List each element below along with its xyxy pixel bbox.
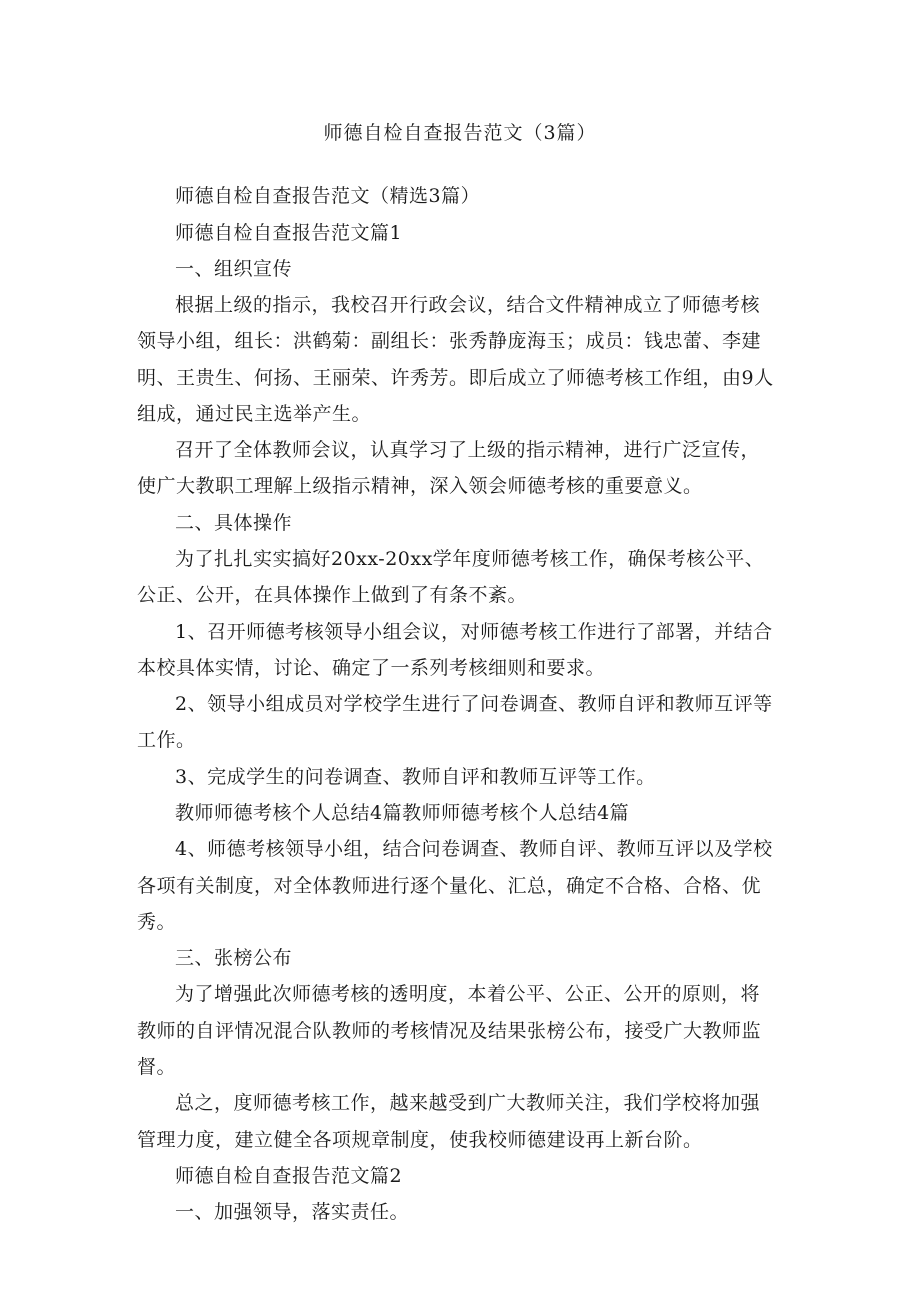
subtitle: 师德自检自查报告范文（精选3篇） [175,185,481,207]
paragraph-line: 公正、公开，在具体操作上做到了有条不紊。 [137,584,528,606]
paragraph-line: 为了扎扎实实搞好20xx-20xx学年度师德考核工作，确保考核公平、 [175,548,765,570]
related-link-text: 教师师德考核个人总结4篇教师师德考核个人总结4篇 [175,802,630,824]
list-item: 3、完成学生的问卷调查、教师自评和教师互评等工作。 [175,766,656,788]
paragraph-line: 根据上级的指示，我校召开行政会议，结合文件精神成立了师德考核 [175,294,761,316]
heading-publish: 三、张榜公布 [175,947,293,969]
paragraph-line: 本校具体实情，讨论、确定了一系列考核细则和要求。 [137,657,606,679]
list-item: 1、召开师德考核领导小组会议，对师德考核工作进行了部署，并结合 [175,621,773,643]
paragraph-line: 教师的自评情况混合队教师的考核情况及结果张榜公布，接受广大教师监 [137,1020,762,1042]
heading-organization: 一、组织宣传 [175,258,293,280]
paragraph-line: 为了增强此次师德考核的透明度，本着公平、公正、公开的原则，将 [175,983,761,1005]
paragraph-line: 督。 [137,1056,177,1078]
paragraph-line: 明、王贵生、何扬、王丽荣、许秀芳。即后成立了师德考核工作组，由9人 [137,367,774,389]
heading-operation: 二、具体操作 [175,512,293,534]
paragraph-line: 总之，度师德考核工作，越来越受到广大教师关注，我们学校将加强 [175,1092,761,1114]
paragraph-line: 领导小组，组长：洪鹤菊：副组长：张秀静庞海玉；成员：钱忠蕾、李建 [137,330,762,352]
section-heading-1: 师德自检自查报告范文篇1 [175,222,403,244]
paragraph-line: 工作。 [137,729,196,751]
list-item: 2、领导小组成员对学校学生进行了问卷调查、教师自评和教师互评等 [175,693,773,715]
paragraph-line: 管理力度，建立健全各项规章制度，使我校师德建设再上新台阶。 [137,1129,703,1151]
section-heading-2: 师德自检自查报告范文篇2 [175,1165,403,1187]
paragraph-line: 组成，通过民主选举产生。 [137,403,372,425]
list-item: 4、师德考核领导小组，结合问卷调查、教师自评、教师互评以及学校 [175,838,773,860]
paragraph-line: 秀。 [137,911,177,933]
paragraph-line: 召开了全体教师会议，认真学习了上级的指示精神，进行广泛宣传， [175,439,761,461]
paragraph-line: 各项有关制度，对全体教师进行逐个量化、汇总，确定不合格、合格、优 [137,875,762,897]
heading-leadership: 一、加强领导，落实责任。 [175,1201,410,1223]
document-title: 师德自检自查报告范文（3篇） [323,122,597,144]
paragraph-line: 使广大教职工理解上级指示精神，深入领会师德考核的重要意义。 [137,475,703,497]
